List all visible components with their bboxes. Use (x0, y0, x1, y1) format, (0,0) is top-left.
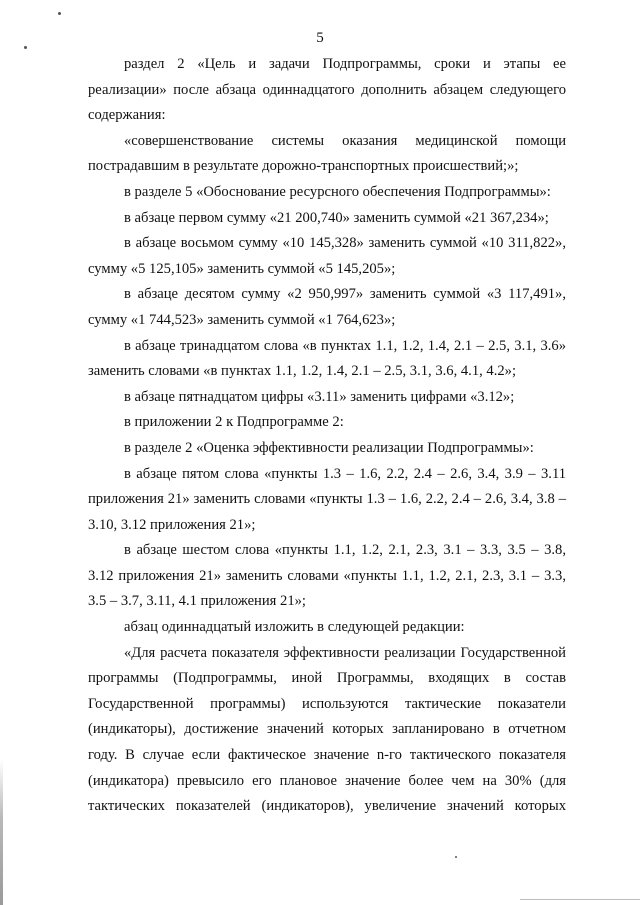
document-body (88, 52, 566, 820)
paragraph: в абзаце пятом слова «пункты 1.3 – 1.6, 2.2, 2.4 – 2.6, 3.4, 3.9 – 3.11 приложения 21» заменить словами «пункты 1.3 – 1.6, 2.2, 2.4 – 2.6, 3.4, 3.8 – 3.10, 3.12 приложения 21»; (88, 465, 566, 533)
paragraph: в абзаце пятнадцатом цифры «3.11» заменить цифрами «3.12»; (124, 388, 515, 405)
scan-speck (24, 46, 27, 49)
paragraph: в разделе 2 «Оценка эффективности реализации Подпрограммы»: (124, 439, 534, 456)
paragraph: «Для расчета показателя эффективности реализации Государственной программы (Подпрограммы, иной Программы, входящих в состав Государственной программы) используются тактические показатели (индикаторы), достижение значений которых запланировано в отчетном году. В случае если фактическое значение n-го тактического показателя (индикатора) превысило его плановое значение более чем на 30% (для тактических показателей (индикаторов), увеличение значений которых (88, 644, 566, 815)
paragraph: абзац одиннадцатый изложить в следующей редакции: (124, 619, 465, 636)
page-number: 5 (316, 30, 324, 46)
paragraph: в абзаце первом сумму «21 200,740» заменить суммой «21 367,234»; (124, 209, 549, 226)
paragraph: в абзаце восьмом сумму «10 145,328» заменить суммой «10 311,822», сумму «5 125,105» заменить суммой «5 145,205»; (88, 235, 566, 277)
paragraph: в абзаце десятом сумму «2 950,997» заменить суммой «3 117,491», сумму «1 744,523» заменить суммой «1 764,623»; (88, 286, 566, 328)
scan-edge-shadow (0, 760, 3, 905)
scan-speck (455, 856, 457, 858)
paragraph: «совершенствование системы оказания медицинской помощи пострадавшим в результате дорожно-транспортных происшествий;»; (88, 132, 566, 175)
paragraph: в разделе 5 «Обоснование ресурсного обеспечения Подпрограммы»: (124, 183, 551, 200)
paragraph: в абзаце шестом слова «пункты 1.1, 1.2, 2.1, 2.3, 3.1 – 3.3, 3.5 – 3.8, 3.12 приложения 21» заменить словами «пункты 1.1, 1.2, 2.1, 2.3, 3.1 – 3.3, 3.5 – 3.7, 3.11, 4.1 приложения 21»; (88, 542, 566, 610)
paragraph: в приложении 2 к Подпрограмме 2: (124, 414, 344, 431)
paragraph: раздел 2 «Цель и задачи Подпрограммы, сроки и этапы ее реализации» после абзаца одиннадцатого дополнить абзацем следующего содержания: (88, 56, 566, 124)
scan-edge-line (520, 899, 640, 900)
scan-speck (58, 12, 61, 15)
paragraph: в абзаце тринадцатом слова «в пунктах 1.1, 1.2, 1.4, 2.1 – 2.5, 3.1, 3.6» заменить словами «в пунктах 1.1, 1.2, 1.4, 2.1 – 2.5, 3.1, 3.6, 4.1, 4.2»; (88, 337, 566, 380)
